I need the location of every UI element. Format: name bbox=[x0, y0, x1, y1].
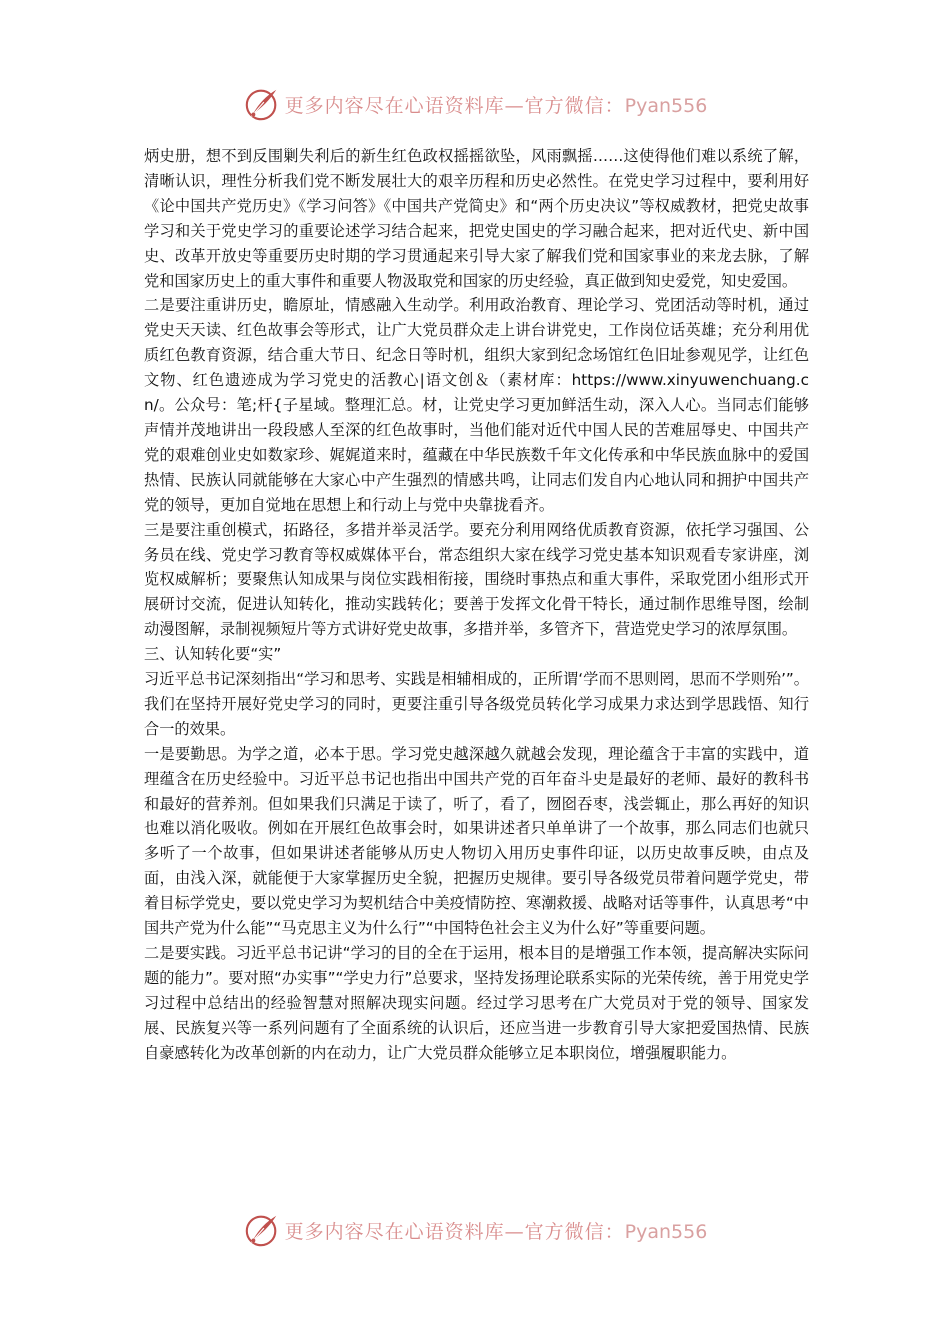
document-body bbox=[144, 144, 809, 1066]
footer-banner bbox=[0, 1210, 950, 1250]
wechat-id: Pyan556 bbox=[624, 1220, 708, 1243]
header-banner bbox=[0, 84, 950, 124]
paragraph: 炳史册，想不到反围剿失利后的新生红色政权摇摇欲坠，风雨飘摇……这使得他们难以系统了解，清晰认识，理性分析我们党不断发展壮大的艰辛历程和历史必然性。在党史学习过程中，要利用好《论中国共产党历史》《学习问答》《中国共产党简史》和“两个历史决议”等权威教材，把党史故事学习和关于党史学习的重要论述学习结合起来，把党史国史的学习融合起来，把对近代史、新中国史、改革开放史等重要历史时期的学习贯通起来引导大家了解我们党和国家事业的来龙去脉，了解党和国家历史上的重大事件和重要人物汲取党和国家的历史经验，真正做到知史爱党，知史爱国。 bbox=[144, 147, 809, 290]
paragraph: 一是要勤思。为学之道，必本于思。学习党史越深越久就越会发现，理论蕴含于丰富的实践中，道理蕴含在历史经验中。习近平总书记也指出中国共产党的百年奋斗史是最好的老师、最好的教科书和最好的营养剂。但如果我们只满足于读了，听了，看了，囫囵吞枣，浅尝辄止，那么再好的知识也难以消化吸收。例如在开展红色故事会时，如果讲述者只单单讲了一个故事，那么同志们也就只多听了一个故事，但如果讲述者能够从历史人物切入用历史事件印证，以历史故事反映，由点及面，由浅入深，就能便于大家掌握历史全貌，把握历史规律。要引导各级党员带着问题学党史，带着目标学党史，要以党史学习为契机结合中美疫情防控、寒潮救援、战略对话等事件，认真思考“中国共产党为什么能”“马克思主义为什么行”“中国特色社会主义为什么好”等重要问题。 bbox=[144, 744, 809, 938]
quill-logo-icon bbox=[243, 1211, 281, 1249]
paragraph: 二是要注重讲历史，瞻原址，情感融入生动学。利用政治教育、理论学习、党团活动等时机，通过党史天天读、红色故事会等形式，让广大党员群众走上讲台讲党史，工作岗位话英雄；充分利用优质红色教育资源，结合重大节日、纪念日等时机，组织大家到纪念场馆红色旧址参观见学，让红色文物、红色遗迹成为学习党史的活教心|语文创＆（素材库：https://www.xinyuwenchuang.cn/。公众号：笔;杆{子星域。整理汇总。材，让党史学习更加鲜活生动，深入人心。当同志们能够声情并茂地讲出一段段感人至深的红色故事时，当他们能对近代中国人民的苦难屈辱史、中国共产党的艰难创业史如数家珍、娓娓道来时，蕴藏在中华民族数千年文化传承和中华民族血脉中的爱国热情、民族认同就能够在大家心中产生强烈的情感共鸣，让同志们发自内心地认同和拥护中国共产党的领导，更加自觉地在思想上和行动上与党中央靠拢看齐。 bbox=[144, 296, 809, 514]
quill-logo-icon bbox=[243, 85, 281, 123]
paragraph: 习近平总书记深刻指出“学习和思考、实践是相辅相成的，正所谓‘学而不思则罔，思而不学则殆’”。我们在坚持开展好党史学习的同时，更要注重引导各级党员转化学习成果力求达到学思践悟、知行合一的效果。 bbox=[144, 670, 809, 738]
section-heading: 三、认知转化要“实” bbox=[144, 645, 282, 664]
banner-text: 更多内容尽在心语资料库—官方微信：Pyan556 bbox=[284, 1220, 708, 1243]
wechat-id: Pyan556 bbox=[624, 94, 708, 117]
paragraph: 三是要注重创模式，拓路径，多措并举灵活学。要充分利用网络优质教育资源，依托学习强国、公务员在线、党史学习教育等权威媒体平台，常态组织大家在线学习党史基本知识观看专家讲座，浏览权威解析；要聚焦认知成果与岗位实践相衔接，围绕时事热点和重大事件，采取党团小组形式开展研讨交流，促进认知转化，推动实践转化；要善于发挥文化骨干特长，通过制作思维导图，绘制动漫图解，录制视频短片等方式讲好党史故事，多措并举，多管齐下，营造党史学习的浓厚氛围。 bbox=[144, 520, 809, 639]
banner-text: 更多内容尽在心语资料库—官方微信：Pyan556 bbox=[284, 94, 708, 117]
paragraph: 二是要实践。习近平总书记讲“学习的目的全在于运用，根本目的是增强工作本领，提高解决实际问题的能力”。要对照“办实事”“学史力行”总要求，坚持发扬理论联系实际的光荣传统，善于用党史学习过程中总结出的经验智慧对照解决现实问题。经过学习思考在广大党员对于党的领导、国家发展、民族复兴等一系列问题有了全面系统的认识后，还应当进一步教育引导大家把爱国热情、民族自豪感转化为改革创新的内在动力，让广大党员群众能够立足本职岗位，增强履职能力。 bbox=[144, 944, 809, 1062]
